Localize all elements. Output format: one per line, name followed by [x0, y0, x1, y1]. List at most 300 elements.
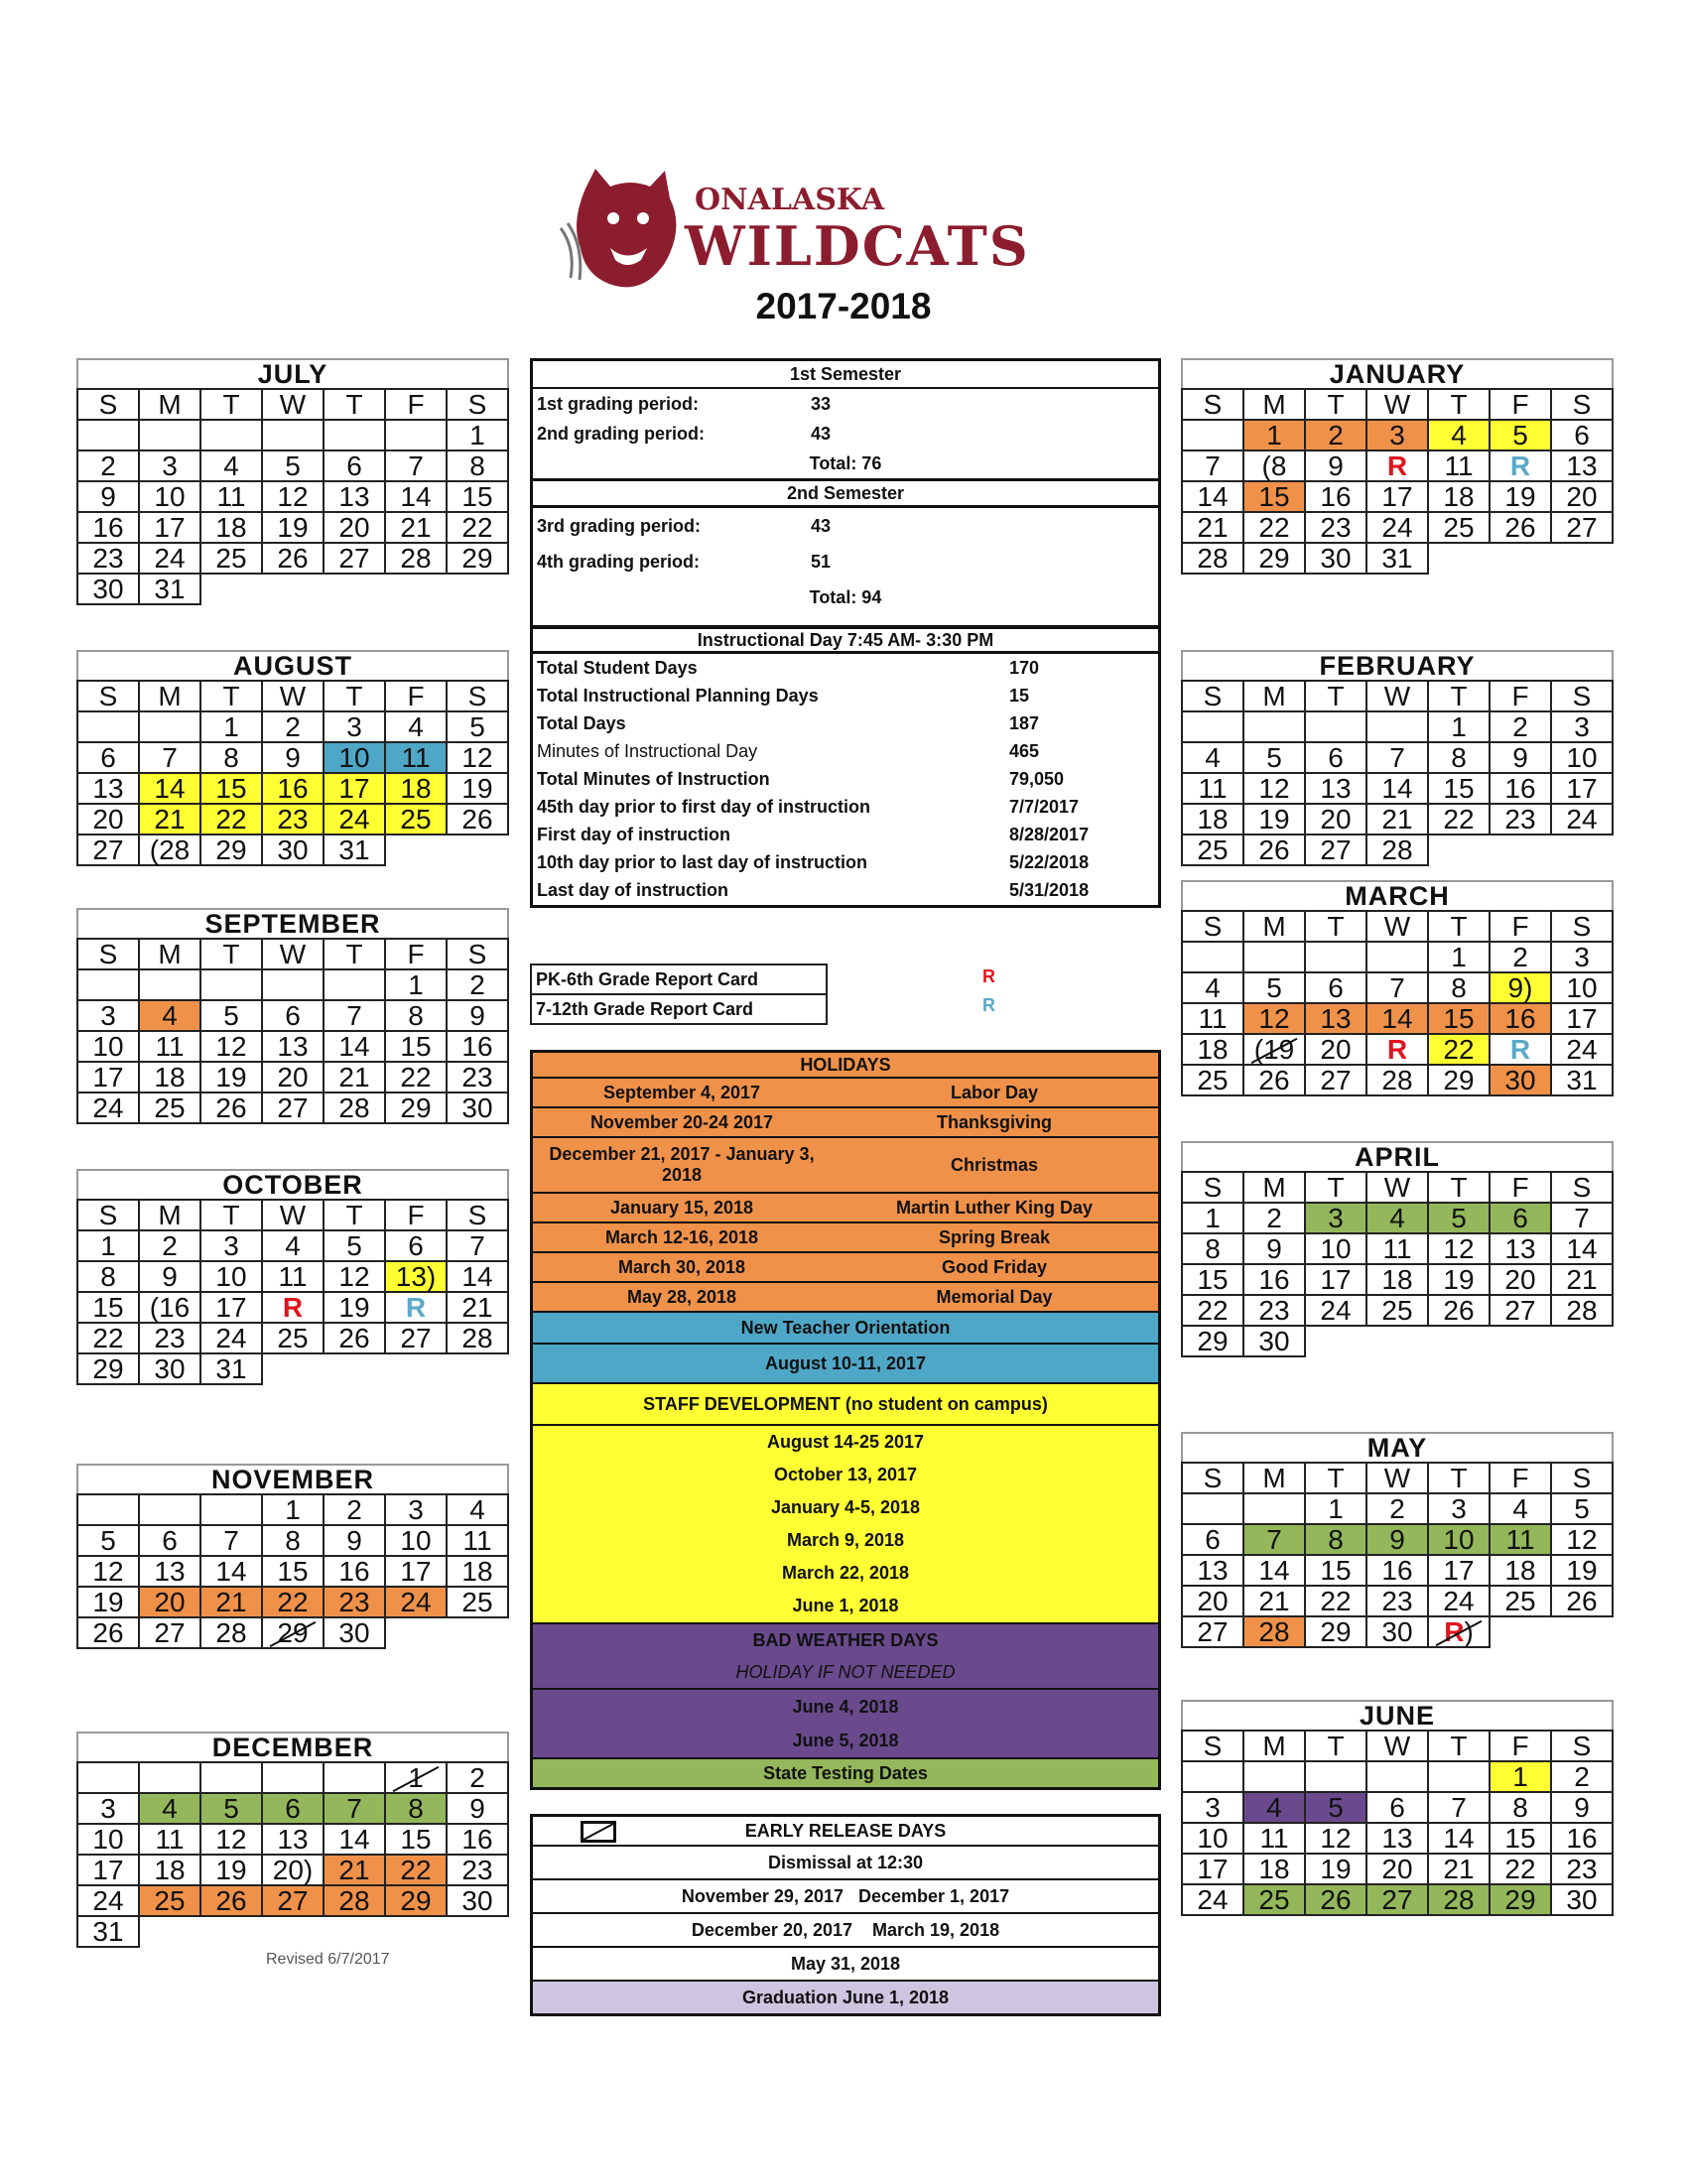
day-cell: 30 — [262, 835, 324, 865]
day-cell: 25 — [139, 1092, 200, 1123]
empty-cell — [77, 1494, 139, 1525]
calendar-may — [1181, 1432, 1614, 1648]
day-cell: 4 — [139, 1793, 200, 1824]
day-cell: 21 — [324, 1062, 385, 1092]
holiday-name: Thanksgiving — [936, 1111, 1052, 1132]
day-cell: 30 — [324, 1617, 385, 1648]
day-cell: R — [1490, 1034, 1551, 1065]
day-cell: 14 — [1182, 481, 1243, 512]
weekday-header: T — [200, 389, 262, 420]
calendar-june — [1181, 1700, 1614, 1916]
day-cell: 25 — [200, 543, 262, 574]
empty-cell — [447, 574, 508, 604]
day-cell: 25 — [139, 1885, 200, 1916]
day-cell: 31 — [1366, 543, 1428, 574]
day-cell: 1 — [1243, 420, 1305, 450]
day-cell: 13) — [385, 1261, 447, 1292]
day-cell: 5 — [1243, 742, 1305, 773]
day-cell: 26 — [1243, 1065, 1305, 1095]
day-cell: 29 — [200, 835, 262, 865]
bad-weather-subtitle: HOLIDAY IF NOT NEEDED — [735, 1662, 956, 1682]
stat-label: Minutes of Instructional Day — [537, 741, 758, 761]
day-cell: 5 — [324, 1230, 385, 1261]
staff-dev-date: January 4-5, 2018 — [770, 1497, 921, 1517]
day-cell: 25 — [1366, 1295, 1428, 1326]
second-semester-title: 2nd Semester — [533, 478, 1158, 508]
day-cell: 25 — [1182, 1065, 1243, 1095]
day-cell: 28 — [447, 1323, 508, 1353]
day-cell: 2 — [447, 969, 508, 1000]
day-cell: 15 — [262, 1556, 324, 1587]
stat-row — [533, 709, 1158, 737]
day-cell: 16 — [262, 773, 324, 804]
day-cell: 28 — [200, 1617, 262, 1648]
day-cell: 2 — [262, 711, 324, 742]
day-cell: 20 — [1551, 481, 1613, 512]
school-year: 2017-2018 — [755, 286, 932, 326]
day-cell: 12 — [447, 742, 508, 773]
day-cell: 25 — [1490, 1586, 1551, 1616]
day-cell: (28 — [139, 835, 200, 865]
day-cell: 22 — [1243, 512, 1305, 543]
day-cell: 14 — [324, 1031, 385, 1062]
day-cell: 23 — [77, 543, 139, 574]
stat-row — [533, 682, 1158, 709]
weekday-header: S — [1182, 1463, 1243, 1493]
day-cell: 6 — [385, 1230, 447, 1261]
day-cell: 1 — [77, 1230, 139, 1261]
day-cell: 28 — [1366, 835, 1428, 865]
day-cell: 5 — [1551, 1493, 1613, 1524]
weekday-header: S — [447, 939, 508, 969]
calendar-september — [76, 908, 509, 1124]
day-cell: 29 — [1182, 1326, 1243, 1356]
empty-cell — [1428, 1326, 1490, 1356]
day-cell: 11 — [1182, 773, 1243, 804]
day-cell: 6 — [1305, 972, 1366, 1003]
day-cell: R) — [1428, 1616, 1490, 1647]
day-cell: 12 — [1305, 1823, 1366, 1854]
day-cell: 26 — [1305, 1884, 1366, 1915]
calendar-january — [1181, 358, 1614, 575]
day-cell: 19 — [200, 1062, 262, 1092]
day-cell: 26 — [200, 1092, 262, 1123]
day-cell: 18 — [1366, 1264, 1428, 1295]
day-cell: 18 — [1490, 1555, 1551, 1586]
weekday-header: F — [1490, 911, 1551, 942]
empty-cell — [324, 1353, 385, 1384]
day-cell: R — [385, 1292, 447, 1323]
day-cell: 8 — [447, 450, 508, 481]
weekday-header: S — [447, 681, 508, 711]
weekday-header: F — [385, 681, 447, 711]
day-cell: 21 — [139, 804, 200, 835]
day-cell: 30 — [447, 1885, 508, 1916]
day-cell: 6 — [1182, 1524, 1243, 1555]
empty-cell — [139, 711, 200, 742]
day-cell: 3 — [200, 1230, 262, 1261]
day-cell: 29 — [1490, 1884, 1551, 1915]
staff-dev-date: March 22, 2018 — [781, 1563, 910, 1583]
first-semester-title: 1st Semester — [533, 361, 1158, 389]
day-cell: 7 — [324, 1793, 385, 1824]
empty-cell — [385, 420, 447, 450]
weekday-header: F — [1490, 389, 1551, 420]
day-cell: 9 — [139, 1261, 200, 1292]
day-cell: 19 — [324, 1292, 385, 1323]
early-release-title: EARLY RELEASE DAYS — [744, 1821, 947, 1841]
empty-cell — [1490, 835, 1551, 865]
weekday-header: F — [385, 389, 447, 420]
weekday-header: M — [139, 389, 200, 420]
day-cell: 23 — [1366, 1586, 1428, 1616]
day-cell: 5 — [200, 1000, 262, 1031]
day-cell: 16 — [1490, 1003, 1551, 1034]
day-cell: 26 — [77, 1617, 139, 1648]
staff-dev-date: October 13, 2017 — [773, 1465, 918, 1484]
weekday-header: W — [262, 939, 324, 969]
day-cell: 26 — [262, 543, 324, 574]
day-cell: 24 — [1551, 1034, 1613, 1065]
holiday-row — [533, 1136, 1158, 1192]
day-cell: 21 — [1182, 512, 1243, 543]
day-cell: 14 — [1243, 1555, 1305, 1586]
empty-cell — [139, 1762, 200, 1793]
day-cell: 27 — [262, 1885, 324, 1916]
empty-cell — [324, 1916, 385, 1947]
weekday-header: W — [262, 389, 324, 420]
day-cell: 19 — [1551, 1555, 1613, 1586]
day-cell: 5 — [200, 1793, 262, 1824]
day-cell: 4 — [1428, 420, 1490, 450]
day-cell: R — [1366, 1034, 1428, 1065]
empty-cell — [200, 969, 262, 1000]
day-cell: 11 — [139, 1824, 200, 1855]
day-cell: 4 — [200, 450, 262, 481]
day-cell: 29 — [385, 1092, 447, 1123]
stat-value: 187 — [1009, 713, 1040, 733]
day-cell: 10 — [200, 1261, 262, 1292]
day-cell: 18 — [139, 1855, 200, 1885]
holiday-date: November 20-24 2017 — [589, 1111, 774, 1132]
day-cell: 29 — [1305, 1616, 1366, 1647]
day-cell: 15 — [385, 1824, 447, 1855]
weekday-header: W — [1366, 389, 1428, 420]
day-cell: 19 — [1305, 1854, 1366, 1884]
weekday-header: T — [1305, 681, 1366, 711]
day-cell: 17 — [324, 773, 385, 804]
day-cell: 3 — [139, 450, 200, 481]
empty-cell — [447, 835, 508, 865]
day-cell: R — [262, 1292, 324, 1323]
empty-cell — [447, 1353, 508, 1384]
day-cell: 15 — [1490, 1823, 1551, 1854]
empty-cell — [1182, 942, 1243, 972]
day-cell: 18 — [1182, 1034, 1243, 1065]
day-cell: 18 — [200, 512, 262, 543]
calendar-december — [76, 1732, 509, 1948]
day-cell: 2 — [139, 1230, 200, 1261]
day-cell: 11 — [1243, 1823, 1305, 1854]
stat-label: Total Student Days — [537, 658, 698, 678]
day-cell: 20 — [1305, 804, 1366, 835]
weekday-header: S — [1551, 389, 1613, 420]
day-cell: 6 — [139, 1525, 200, 1556]
day-cell: 2 — [447, 1762, 508, 1793]
instructional-day-title: Instructional Day 7:45 AM- 3:30 PM — [533, 629, 1158, 654]
weekday-header: S — [1182, 389, 1243, 420]
day-cell: 9 — [262, 742, 324, 773]
stat-label: Total Minutes of Instruction — [537, 769, 770, 789]
weekday-header: S — [77, 939, 139, 969]
day-cell: 17 — [1366, 481, 1428, 512]
holiday-name: Good Friday — [941, 1256, 1047, 1277]
weekday-header: T — [1305, 911, 1366, 942]
day-cell: 4 — [262, 1230, 324, 1261]
p2-value: 43 — [811, 424, 832, 444]
day-cell: 3 — [385, 1494, 447, 1525]
day-cell: 2 — [1243, 1203, 1305, 1233]
empty-cell — [1366, 942, 1428, 972]
month-name-january: JANUARY — [1181, 358, 1614, 388]
weekday-header: T — [1305, 1463, 1366, 1493]
empty-cell — [77, 1762, 139, 1793]
day-cell: 17 — [77, 1062, 139, 1092]
day-cell: 25 — [447, 1587, 508, 1617]
day-cell: 10 — [1428, 1524, 1490, 1555]
day-cell: 10 — [1182, 1823, 1243, 1854]
day-cell: 31 — [139, 574, 200, 604]
day-cell: 17 — [139, 512, 200, 543]
stat-row — [533, 765, 1158, 793]
day-cell: 21 — [200, 1587, 262, 1617]
day-cell: 4 — [447, 1494, 508, 1525]
day-cell: 15 — [1182, 1264, 1243, 1295]
day-cell: 20 — [262, 1062, 324, 1092]
day-cell: 31 — [77, 1916, 139, 1947]
day-cell: 13 — [77, 773, 139, 804]
day-cell: 19 — [1490, 481, 1551, 512]
day-cell: 2 — [324, 1494, 385, 1525]
empty-cell — [1366, 711, 1428, 742]
month-name-december: DECEMBER — [76, 1732, 509, 1761]
weekday-header: T — [1428, 1463, 1490, 1493]
holiday-row — [533, 1251, 1158, 1281]
weekday-header: W — [262, 1200, 324, 1230]
day-cell: 17 — [1551, 773, 1613, 804]
empty-cell — [1490, 1616, 1551, 1647]
empty-cell — [447, 1916, 508, 1947]
day-cell: 11 — [1366, 1233, 1428, 1264]
day-cell: 12 — [200, 1824, 262, 1855]
day-cell: 27 — [1305, 1065, 1366, 1095]
day-cell: 12 — [324, 1261, 385, 1292]
day-cell: 29 — [447, 543, 508, 574]
day-cell: 13 — [1305, 773, 1366, 804]
staff-dev-date: March 9, 2018 — [786, 1530, 905, 1550]
empty-cell — [77, 711, 139, 742]
weekday-header: S — [77, 1200, 139, 1230]
day-cell: 31 — [200, 1353, 262, 1384]
day-cell: 28 — [1428, 1884, 1490, 1915]
day-cell: 10 — [139, 481, 200, 512]
day-cell: 1 — [200, 711, 262, 742]
early-release-date: November 29, 2017 December 1, 2017 — [533, 1878, 1158, 1912]
day-cell: 17 — [385, 1556, 447, 1587]
day-cell: 5 — [1305, 1792, 1366, 1823]
day-cell: 26 — [1551, 1586, 1613, 1616]
p1-label: 1st grading period: — [537, 394, 700, 414]
day-cell: 28 — [324, 1885, 385, 1916]
weekday-header: T — [1428, 1731, 1490, 1761]
day-cell: 9 — [1243, 1233, 1305, 1264]
day-cell: R — [1366, 450, 1428, 481]
weekday-header: M — [1243, 1172, 1305, 1203]
empty-cell — [324, 574, 385, 604]
empty-cell — [200, 1762, 262, 1793]
day-cell: 20 — [77, 804, 139, 835]
total2: Total: 94 — [809, 587, 882, 607]
day-cell: 8 — [385, 1793, 447, 1824]
day-cell: 27 — [77, 835, 139, 865]
day-cell: 27 — [324, 543, 385, 574]
day-cell: 2 — [1490, 942, 1551, 972]
calendar-july — [76, 358, 509, 605]
weekday-header: T — [1428, 389, 1490, 420]
empty-cell — [262, 1916, 324, 1947]
stat-label: First day of instruction — [537, 825, 731, 844]
staff-dev-date: June 1, 2018 — [792, 1596, 899, 1615]
day-cell: 1 — [1490, 1761, 1551, 1792]
day-cell: 16 — [324, 1556, 385, 1587]
day-cell: 15 — [1428, 773, 1490, 804]
weekday-header: M — [139, 939, 200, 969]
day-cell: 23 — [262, 804, 324, 835]
weekday-header: T — [200, 681, 262, 711]
day-cell: 11 — [447, 1525, 508, 1556]
day-cell: 30 — [447, 1092, 508, 1123]
empty-cell — [1551, 835, 1613, 865]
day-cell: 12 — [1243, 773, 1305, 804]
day-cell: 6 — [324, 450, 385, 481]
empty-cell — [1366, 1326, 1428, 1356]
day-cell: 4 — [1182, 972, 1243, 1003]
empty-cell — [1428, 835, 1490, 865]
stat-value: 8/28/2017 — [1009, 825, 1090, 844]
weekday-header: S — [1551, 1172, 1613, 1203]
stat-value: 465 — [1009, 741, 1040, 761]
empty-cell — [200, 1916, 262, 1947]
day-cell: 2 — [1305, 420, 1366, 450]
day-cell: 8 — [262, 1525, 324, 1556]
day-cell: 10 — [385, 1525, 447, 1556]
empty-cell — [200, 574, 262, 604]
weekday-header: W — [1366, 1463, 1428, 1493]
stat-row — [533, 821, 1158, 848]
weekday-header: S — [1551, 1731, 1613, 1761]
holiday-row — [533, 1106, 1158, 1136]
day-cell: 20) — [262, 1855, 324, 1885]
day-cell: 16 — [447, 1031, 508, 1062]
pk-report-label: PK-6th Grade Report Card — [536, 969, 759, 989]
empty-cell — [1366, 1761, 1428, 1792]
day-cell: 6 — [77, 742, 139, 773]
day-cell: 1 — [447, 420, 508, 450]
staff-dev-date: August 14-25 2017 — [766, 1432, 925, 1452]
empty-cell — [77, 420, 139, 450]
semester-box — [530, 358, 1161, 628]
weekday-header: S — [1551, 911, 1613, 942]
day-cell: 12 — [77, 1556, 139, 1587]
stat-row — [533, 876, 1158, 904]
day-cell: 15 — [1305, 1555, 1366, 1586]
stat-value: 79,050 — [1009, 769, 1065, 789]
holiday-row — [533, 1192, 1158, 1221]
day-cell: 27 — [139, 1617, 200, 1648]
empty-cell — [1490, 543, 1551, 574]
empty-cell — [1305, 1326, 1366, 1356]
weekday-header: M — [139, 1200, 200, 1230]
day-cell: 22 — [200, 804, 262, 835]
day-cell: 4 — [1182, 742, 1243, 773]
month-name-february: FEBRUARY — [1181, 650, 1614, 680]
day-cell: 19 — [77, 1587, 139, 1617]
day-cell: 22 — [1182, 1295, 1243, 1326]
month-name-september: SEPTEMBER — [76, 908, 509, 938]
day-cell: 23 — [447, 1062, 508, 1092]
day-cell: 16 — [447, 1824, 508, 1855]
day-cell: 12 — [200, 1031, 262, 1062]
weekday-header: M — [1243, 1731, 1305, 1761]
holiday-date: May 28, 2018 — [626, 1286, 737, 1307]
day-cell: 21 — [1428, 1854, 1490, 1884]
day-cell: 14 — [1428, 1823, 1490, 1854]
day-cell: 10 — [1551, 742, 1613, 773]
day-cell: 12 — [262, 481, 324, 512]
day-cell: 15 — [1243, 481, 1305, 512]
empty-cell — [77, 969, 139, 1000]
weekday-header: S — [1182, 1731, 1243, 1761]
day-cell: 13 — [262, 1824, 324, 1855]
calendar-november — [76, 1464, 509, 1649]
empty-cell — [1490, 1326, 1551, 1356]
weekday-header: T — [1305, 1172, 1366, 1203]
day-cell: 25 — [1428, 512, 1490, 543]
day-cell: 13 — [1305, 1003, 1366, 1034]
day-cell: 30 — [139, 1353, 200, 1384]
weekday-header: S — [447, 1200, 508, 1230]
day-cell: 17 — [1551, 1003, 1613, 1034]
day-cell: 23 — [139, 1323, 200, 1353]
stats-box — [530, 626, 1161, 908]
day-cell: 4 — [1366, 1203, 1428, 1233]
empty-cell — [1243, 711, 1305, 742]
day-cell: 26 — [1490, 512, 1551, 543]
weekday-header: S — [1551, 1463, 1613, 1493]
day-cell: 3 — [1428, 1493, 1490, 1524]
day-cell: 21 — [447, 1292, 508, 1323]
p2-label: 2nd grading period: — [537, 424, 705, 444]
empty-cell — [1551, 1326, 1613, 1356]
day-cell: 5 — [1490, 420, 1551, 450]
holiday-name: Christmas — [950, 1154, 1039, 1175]
day-cell: 8 — [385, 1000, 447, 1031]
day-cell: 30 — [77, 574, 139, 604]
empty-cell — [324, 969, 385, 1000]
day-cell: 9 — [447, 1793, 508, 1824]
day-cell: 12 — [1243, 1003, 1305, 1034]
day-cell: 16 — [1366, 1555, 1428, 1586]
